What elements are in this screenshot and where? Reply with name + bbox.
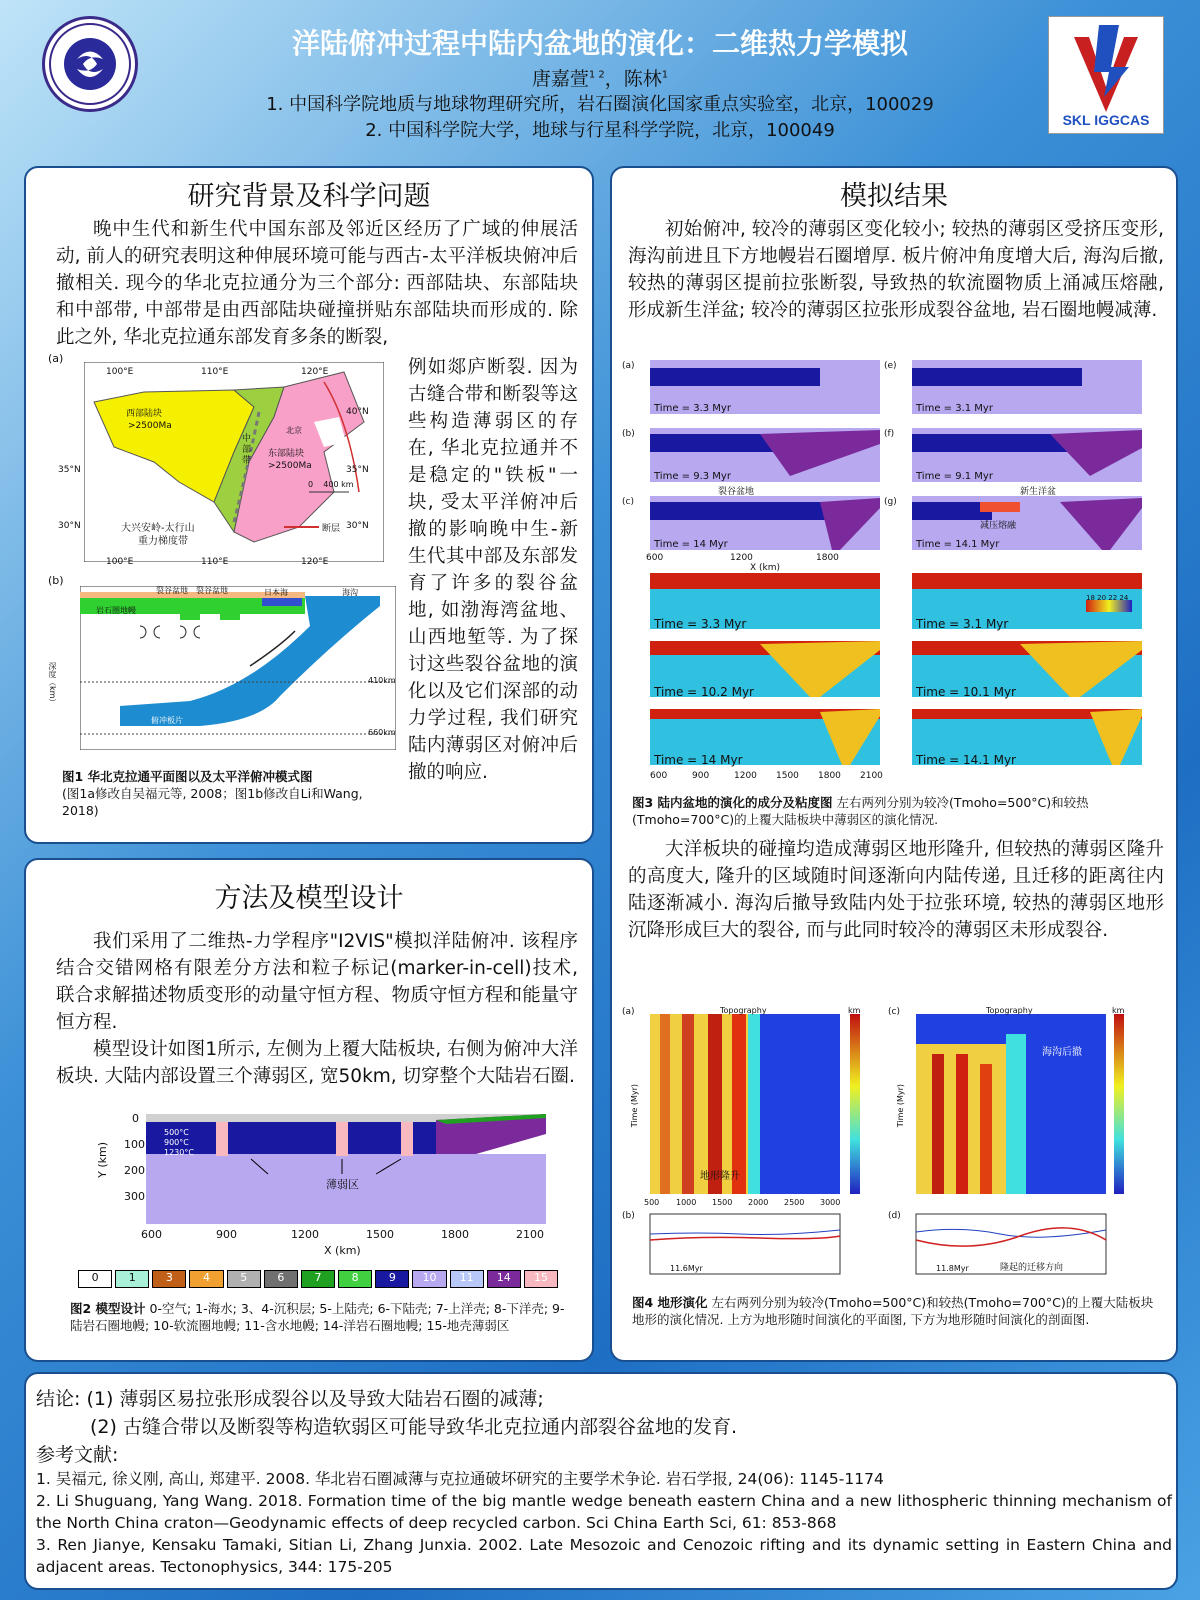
- skl-logo-icon: [1049, 17, 1163, 133]
- legend-box: 3: [152, 1270, 186, 1288]
- figure-1a: (a) 100°E 110°E 120°E 35°N 30°N 40°N 35°N 30°N 西部陆块 >2500Ma 中部带 东部陆块 >2500Ma 北京 0 400 km 大兴安岭-太行山 重力梯度带 断层 100°E 110°E 120°E: [46, 350, 386, 568]
- conclusion-1: 结论: (1) 薄弱区易拉张形成裂谷以及导致大陆岩石圈的减薄;: [36, 1388, 544, 1410]
- background-title: 研究背景及科学问题: [187, 181, 431, 212]
- reference-1: 1. 吴福元, 徐义刚, 高山, 郑建平. 2008. 华北岩石圈减薄与克拉通破坏研究的主要学术争论. 岩石学报, 24(06): 1145-1174: [36, 1470, 884, 1488]
- legend-box: 14: [487, 1270, 521, 1288]
- figure-2: 500°C 900°C 1230°C 薄弱区 0 100 200 300 Y (km) 600 900 1200 1500 1800 2100 X (km): [86, 1110, 566, 1260]
- model-setup-plot: [146, 1114, 546, 1224]
- background-paragraph: 晚中生代和新生代中国东部及邻近区经历了广域的伸展活动, 前人的研究表明这种伸展环境可能与西古-太平洋板块俯冲后撤相关. 现今的华北克拉通分为三个部分: 西部陆块、东部陆块和中部带, 中部带是由西部陆块碰撞拼贴东部陆块而形成的. 除此之外, 华北克拉通东部发育多条的断裂,: [56, 219, 578, 348]
- legend-box: 5: [227, 1270, 261, 1288]
- legend-box: 9: [375, 1270, 409, 1288]
- methods-paragraph-1: 我们采用了二维热-力学程序"I2VIS"模拟洋陆俯冲. 该程序结合交错网格有限差分方法和粒子标记(marker-in-cell)技术, 联合求解描述物质变形的动量守恒方程、物质守恒方程和能量守恒方程.: [56, 931, 578, 1033]
- institute-logo-icon: [45, 19, 135, 109]
- logo-right: [1048, 16, 1164, 134]
- results-title: 模拟结果: [840, 181, 948, 212]
- legend-box: 7: [301, 1270, 335, 1288]
- legend-box: 0: [78, 1270, 112, 1288]
- svg-text:SKL IGGCAS: SKL IGGCAS: [1062, 112, 1150, 128]
- conclusion-panel: [24, 1372, 1178, 1590]
- results-panel: [610, 166, 1178, 1362]
- poster-title: 洋陆俯冲过程中陆内盆地的演化：二维热力学模拟: [291, 27, 908, 60]
- viscosity-panels: [650, 573, 1142, 765]
- composition-panels: [650, 360, 1142, 550]
- results-paragraph-1: 初始俯冲, 较冷的薄弱区变化较小; 较热的薄弱区受挤压变形, 海沟前进且下方地幔岩石圈增厚. 板片俯冲角度增大后, 海沟后撤, 较热的薄弱区提前拉张断裂, 导致热的软流圈物质上涌减压熔融, 形成新生洋盆; 较冷的薄弱区拉张形成裂谷盆地, 岩石圈地幔减薄.: [628, 219, 1164, 321]
- methods-paragraph-2: 模型设计如图1所示, 左侧为上覆大陆板块, 右侧为俯冲大洋板块. 大陆内部设置三个薄弱区, 宽50km, 切穿整个大陆岩石圈.: [56, 1039, 578, 1087]
- reference-2: 2. Li Shuguang, Yang Wang. 2018. Formation time of the big mantle wedge beneath eastern China and a new lithospheric thinning mechanism of the North China craton—Geodynamic effects of deep recycled carbon. Sci China Earth Sci, 61: 853-868: [36, 1492, 1172, 1532]
- figure-2-caption: 图2 模型设计 0-空气; 1-海水; 3、4-沉积层; 5-上陆壳; 6-下陆壳; 7-上洋壳; 8-下洋壳; 9-陆岩石圈地幔; 10-软流圈地幔; 11-含水地幔; 14-洋岩石圈地幔; 15-地壳薄弱区: [70, 1301, 565, 1333]
- legend-box: 11: [450, 1270, 484, 1288]
- figure-4-caption: 图4 地形演化 左右两列分别为较冷(Tmoho=500°C)和较热(Tmoho=700°C)的上覆大陆板块地形的演化情况. 上方为地形随时间演化的平面图, 下方为地形随时间演化的剖面图.: [632, 1295, 1154, 1327]
- logo-left: [42, 16, 138, 112]
- methods-title: 方法及模型设计: [214, 883, 404, 914]
- references-title: 参考文献:: [36, 1444, 119, 1466]
- background-side-paragraph: 例如郯庐断裂. 因为古缝合带和断裂等这些构造薄弱区的存在, 华北克拉通并不是稳定的"铁板"一块, 受太平洋俯冲后撤的影响晚中生-新生代其中部及东部发育了许多的裂谷盆地, 如渤海湾盆地、山西地堑等. 为了探讨这些裂谷盆地的演化以及它们深部的动力学过程, 我们研究陆内薄弱区对俯冲后撤的响应.: [408, 357, 578, 783]
- figure-1-caption: 图1 华北克拉通平面图以及太平洋俯冲模式图 (图1a修改自吴福元等, 2008；图1b修改自Li和Wang, 2018): [62, 769, 363, 818]
- results-paragraph-2: 大洋板块的碰撞均造成薄弱区地形隆升, 但较热的薄弱区隆升的高度大, 隆升的区域随时间逐渐向内陆传递, 且迁移的距离往内陆逐渐减小. 海沟后撤导致陆内处于拉张环境, 较热的薄弱区地形沉降形成巨大的裂谷, 而与此同时较冷的薄弱区未形成裂谷.: [628, 839, 1164, 941]
- figure-4: (a) (c) (b) (d) Topography Topography km km Time (Myr) Time (Myr) 地形隆升 海沟后撤 隆起的迁移方向 11.6Myr 11.8Myr 500 1000 1500 2000 2500 3000: [620, 1004, 1172, 1294]
- figure-2-legend: [78, 1270, 558, 1288]
- affiliation-2: 2. 中国科学院大学，地球与行星科学学院，北京，100049: [365, 120, 835, 141]
- legend-box: 10: [412, 1270, 446, 1288]
- figure-1b: (b) 裂谷盆地 裂谷盆地 日本海 海沟 岩石圈地幔 俯冲板片 410km 660km 深度（km）: [46, 572, 396, 752]
- legend-box: 8: [338, 1270, 372, 1288]
- composition-viscosity-plots: [620, 358, 1172, 768]
- background-panel: [24, 166, 594, 844]
- figure-3-caption: 图3 陆内盆地的演化的成分及粘度图 左右两列分别为较冷(Tmoho=500°C)和较热(Tmoho=700°C)的上覆大陆板块中薄弱区的演化情况.: [632, 795, 1089, 827]
- topography-plots: [620, 1004, 1172, 1290]
- affiliation-1: 1. 中国科学院地质与地球物理研究所，岩石圈演化国家重点实验室，北京，100029: [266, 94, 934, 115]
- authors: 唐嘉萱$^{1 2}$，陈林$^1$: [531, 68, 669, 90]
- reference-3: 3. Ren Jianye, Kensaku Tamaki, Sitian Li, Zhang Junxia. 2002. Late Mesozoic and Cenozoic rifting and its dynamic setting in Eastern China and adjacent areas. Tectonophysics, 344: 175-205: [36, 1536, 1172, 1576]
- conclusion-2: (2) 古缝合带以及断裂等构造软弱区可能导致华北克拉通内部裂谷盆地的发育.: [90, 1416, 737, 1438]
- legend-box: 15: [524, 1270, 558, 1288]
- legend-box: 1: [115, 1270, 149, 1288]
- methods-panel: [24, 858, 594, 1362]
- figure-3: Time = 3.3 Myr Time = 9.3 Myr Time = 14 Myr Time = 3.1 Myr Time = 9.1 Myr Time = 14.1 Myr (a) (b) (c) (e) (f) (g) 裂谷盆地 新生洋盆 减压熔融 600 1200 1800 X (km) 18 20 22 24 Time = 3.3 Myr Time = 10.2 Myr Time = 14 Myr Time = 3.1 Myr Time = 10.1 Myr Time = 14.1 Myr 600 900 1200 1500 1800 2100: [620, 358, 1172, 788]
- legend-box: 4: [189, 1270, 223, 1288]
- legend-box: 6: [264, 1270, 298, 1288]
